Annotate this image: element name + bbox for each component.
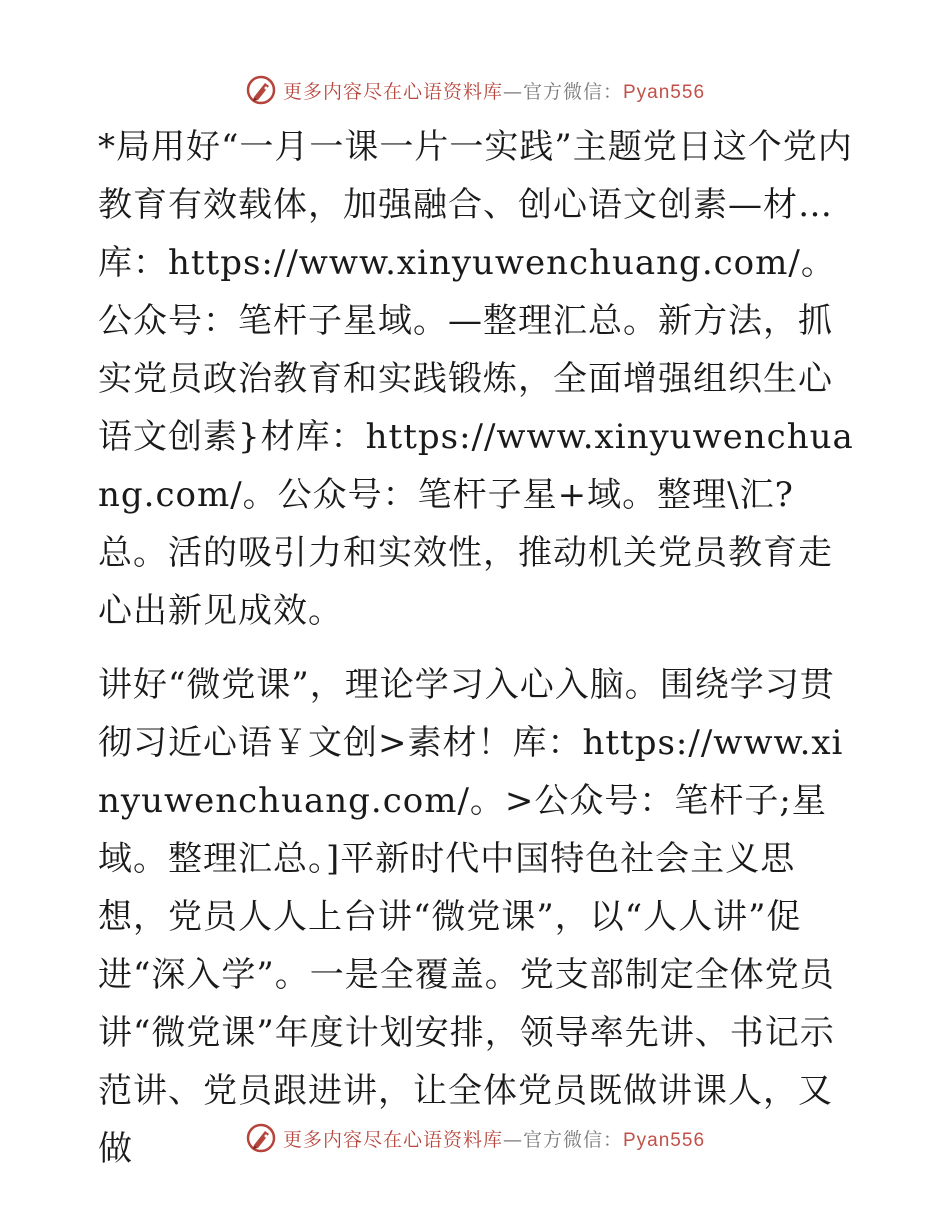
- header-banner-text: [283, 77, 705, 104]
- page-header-banner: [0, 70, 950, 110]
- footer-banner-id: Pyan556: [623, 1129, 706, 1151]
- pen-logo-icon: [245, 1122, 277, 1154]
- pen-logo-icon: [245, 74, 277, 106]
- header-banner-sep: —: [502, 80, 523, 103]
- header-banner-main: 更多内容尽在心语资料库: [282, 80, 503, 103]
- footer-banner-sep: —: [502, 1128, 523, 1151]
- document-paragraph-1: *局用好“一月一课一片一实践”主题党日这个党内教育有效载体，加强融合、创心语文创素—材…库：https://www.xinyuwenchuang.com/。公众号：笔杆子星域。—整理汇总。新方法，抓实党员政治教育和实践锻炼，全面增强组织生心语文创素}材库：https://www.xinyuwenchuang.com/。公众号：笔杆子星+域。整理\汇?总。活的吸引力和实效性，推动机关党员教育走心出新见成效。: [98, 127, 854, 631]
- footer-banner-text: [283, 1125, 705, 1152]
- footer-banner-wechat: 官方微信：: [522, 1128, 623, 1151]
- header-banner-id: Pyan556: [623, 81, 706, 103]
- document-paragraph-2: 讲好“微党课”，理论学习入心入脑。围绕学习贯彻习近心语￥文创>素材！库：https://www.xinyuwenchuang.com/。>公众号：笔杆子;星域。整理汇总。]平新时代中国特色社会主义思想，党员人人上台讲“微党课”，以“人人讲”促进“深入学”。一是全覆盖。党支部制定全体党员讲“微党课”年度计划安排，领导率先讲、书记示范讲、党员跟进讲，让全体党员既做讲课人，又做: [98, 665, 844, 1169]
- document-body: [98, 118, 858, 1178]
- footer-banner-main: 更多内容尽在心语资料库: [282, 1128, 503, 1151]
- header-banner-wechat: 官方微信：: [522, 80, 623, 103]
- page-footer-banner: [0, 1118, 950, 1158]
